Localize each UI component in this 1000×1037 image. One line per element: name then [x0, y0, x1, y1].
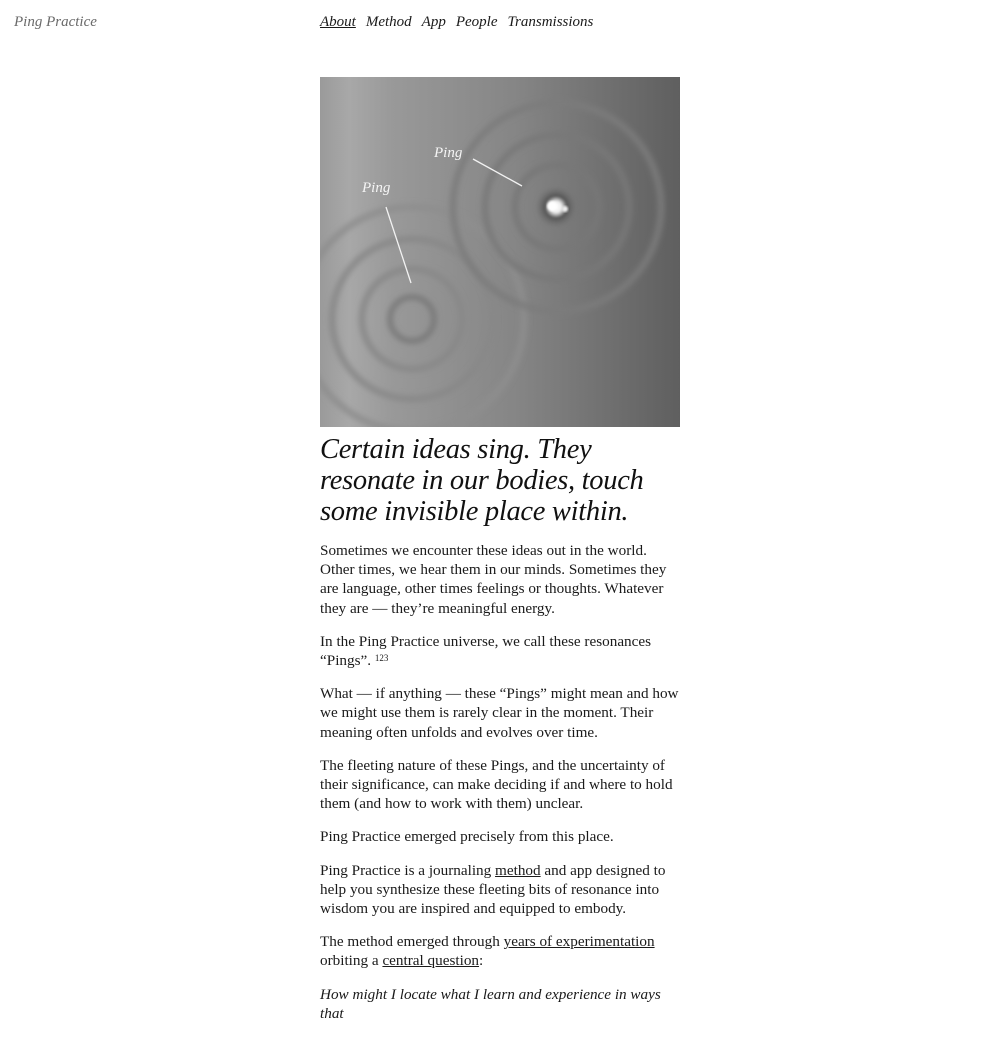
- central-question-link[interactable]: central question: [382, 952, 480, 970]
- ping-secondary-spot: [562, 206, 568, 212]
- text-segment: orbiting a: [320, 952, 383, 970]
- brand-logo-link[interactable]: Ping Practice: [14, 14, 97, 30]
- text-segment: :: [479, 952, 484, 970]
- main-nav: [320, 14, 593, 31]
- text-segment: and app designed to help you synthesize these fleeting bits of resonance into wisdom you are inspired and equipped to embody.: [320, 861, 666, 918]
- paragraph-emerged: Ping Practice emerged precisely from this place.: [320, 828, 614, 846]
- paragraph-fleeting: The fleeting nature of these Pings, and the uncertainty of their significance, can make deciding if and where to hold them (and how to work with them) unclear.: [320, 756, 673, 813]
- ping-label-left: Ping: [362, 180, 391, 196]
- footnote-3-link[interactable]: 3: [383, 653, 389, 664]
- paragraph-journaling: [320, 861, 682, 919]
- ping-label-right: Ping: [434, 145, 463, 161]
- article: [320, 434, 682, 1037]
- text-segment: Ping Practice is a journaling: [320, 861, 496, 879]
- hero-image: [320, 77, 680, 427]
- years-of-experimentation-link[interactable]: years of experimentation: [503, 933, 655, 951]
- paragraph-pings-text: In the Ping Practice universe, we call these resonances “Pings”.: [320, 632, 652, 670]
- method-link[interactable]: method: [495, 861, 541, 879]
- nav-app[interactable]: App: [421, 14, 446, 30]
- central-question-quote: How might I locate what I learn and experience in ways that: [320, 985, 661, 1022]
- nav-people[interactable]: People: [455, 14, 498, 30]
- footnote-1-link[interactable]: 1: [374, 653, 380, 664]
- paragraph-experimentation: [320, 932, 682, 970]
- nav-transmissions[interactable]: Transmissions: [507, 14, 594, 30]
- nav-method[interactable]: Method: [365, 14, 412, 30]
- nav-about[interactable]: About: [320, 14, 356, 30]
- hero-ripple-illustration: [320, 77, 680, 427]
- text-segment: The method emerged through: [320, 933, 504, 951]
- footnote-2-link[interactable]: 2: [379, 653, 384, 664]
- paragraph-meaning: What — if anything — these “Pings” might mean and how we might use them is rarely clear in the moment. Their meaning often unfolds and evolves over time.: [320, 685, 679, 741]
- paragraph-pings: [320, 632, 682, 670]
- ping-bright-spot: [547, 201, 557, 211]
- headline: Certain ideas sing. They resonate in our bodies, touch some invisible place within.: [320, 434, 644, 527]
- paragraph-intro: Sometimes we encounter these ideas out in the world. Other times, we hear them in our minds. Sometimes they are language, other times feelings or thoughts. Whatever they are — they’re meaningful energy.: [320, 542, 667, 617]
- footnote-refs: [375, 653, 389, 663]
